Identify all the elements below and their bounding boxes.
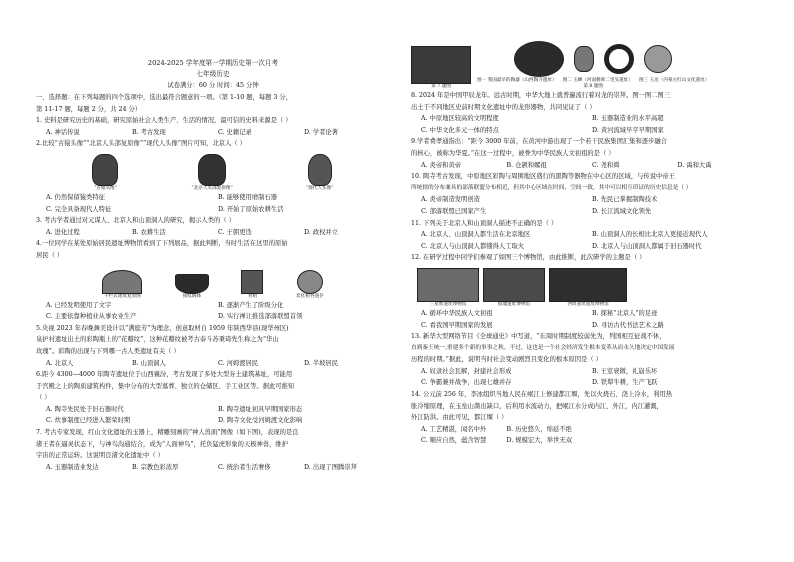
options	[411, 366, 763, 378]
option-c[interactable]: C. 顺应自然，蕴含智慧	[421, 437, 487, 445]
option-d[interactable]: D. 开始了原始农耕生活	[218, 205, 284, 213]
option-b[interactable]: B. 考古发现	[132, 128, 166, 136]
head-images	[36, 150, 390, 192]
question-text: 5.央视 2023 年春晚舞美设计以“满庭芳”为理念，创意取材自 1959 年陕西华县(现华州区)	[36, 324, 289, 332]
question-7	[36, 427, 390, 473]
question-text: 玫瑰”。彩陶的出现与下列哪一古人类遗址有关（ ）	[36, 347, 180, 355]
yinxu-museum-image	[483, 268, 545, 302]
question-text: 12. 在研学过程中同学们参观了如图三个博物馆，由此推断，此次研学的主题是（ ）	[411, 254, 646, 262]
figure-caption: 炭化稻谷遗存	[296, 293, 324, 299]
figure-caption: 干栏式建筑复原图	[103, 293, 141, 299]
question-text: 2.比较“古猿头像”“北京人头部复原像”“现代人头像”图片可知，北京人（ ）	[36, 140, 246, 148]
exhibit-images	[36, 262, 390, 300]
question-11	[411, 218, 763, 253]
option-d[interactable]: D. 禹和大禹	[677, 161, 712, 169]
question-text: 的核心，被称为华夏。”在这一过程中，被誉为中华民族人文初祖的是（ ）	[411, 149, 615, 157]
question-text: 胀冷缩原理，在玉垒山凿出缺口，后利用水流动力，把岷江水分成内江、外江，内江灌溉，	[411, 402, 663, 410]
exam-subtitle: 七年级历史	[196, 70, 230, 78]
ape-head-figure	[92, 154, 118, 192]
question-text: 10. 陶寺考古发现，中原地区彩陶与周围地区盛行的黑陶等器物在中心区的区域，与传说中帝王	[411, 173, 675, 181]
option-c[interactable]: C. 中华文化多元一体的特点	[421, 126, 499, 134]
exam-meta: 试卷满分：60 分 时间：45 分钟	[167, 82, 259, 89]
figure-caption: 图二 玉蝉（河南偃师二里头遗址）	[562, 78, 633, 83]
peking-man-head-image	[198, 154, 226, 186]
question-text: 9.学者费孝通指出：“距今 3000 年前，在黄河中游出现了一个若干民族集团汇集和逐步融合	[411, 138, 667, 146]
yinxu-museum-figure	[483, 268, 545, 308]
option-c[interactable]: C. 看我国早期国家的发展	[421, 321, 493, 329]
option-c[interactable]: C. 炊事制度已经进入繁荣时期	[46, 417, 131, 425]
question-text: 居民（ ）	[36, 251, 64, 259]
question-text: 1. 史料是研究历史的基础，研究原始社会人类生产、生活的情况，最可信的史料来源是（ ）	[36, 117, 292, 125]
figure-caption: 图一 我国最早的陶器（山西陶寺遗址）	[477, 78, 557, 83]
option-a[interactable]: A. 工艺精湛，闻名中外	[421, 425, 487, 433]
question-text: （ ）	[36, 394, 51, 402]
question-3	[36, 215, 390, 238]
option-b[interactable]: B. 先民已掌握制陶技术	[592, 196, 658, 204]
option-d[interactable]: D. 政权并立	[304, 228, 339, 236]
question-4	[36, 238, 390, 322]
bone-spade-image	[241, 270, 263, 294]
options	[36, 404, 390, 416]
modern-human-head-figure	[306, 154, 334, 192]
q8-figure	[477, 40, 709, 90]
bone-spade-figure	[241, 270, 263, 300]
question-10	[411, 171, 763, 217]
pig-bowl-image	[175, 274, 209, 294]
question-text: 直到秦王统一,重建多个新的事事之秋。不过，这也是一个社会经济发生根本变革从而永久地决定中国发展	[411, 344, 675, 351]
question-text: 6.距今 4300—4000 年陶寺遗址位于山西襄汾，考古发现了多处大型夯土建筑基址，可能用	[36, 371, 293, 379]
option-a[interactable]: A. 陶寺先民处于旧石器时代	[46, 405, 124, 413]
option-b[interactable]: B. 探秘“北京人”的足迹	[592, 309, 658, 317]
option-d[interactable]: D. 寻访古代书法艺术之路	[592, 321, 664, 329]
left-column	[36, 0, 390, 562]
option-b[interactable]: B. 农耕生活	[132, 228, 166, 236]
museum-images	[411, 264, 763, 308]
instruction-line: 第 11-17 题，每题 2 分，共 24 分）	[36, 105, 142, 113]
western-zhou-museum-image	[549, 268, 627, 302]
option-a[interactable]: A. 中原地区较高的文明程度	[421, 115, 499, 123]
option-a[interactable]: A. 神话传说	[46, 128, 80, 136]
options	[411, 435, 763, 447]
question-9	[411, 136, 763, 171]
pottery-plate-image	[514, 41, 564, 77]
question-text: 所统辖的分布兼具的部落联盟分布相近，但其中心区域在时间、空间一致，其中可以相互印证的历史信息是（ ）	[411, 184, 692, 191]
option-a[interactable]: A. 炎帝制造发明创造	[421, 196, 480, 204]
options	[36, 311, 390, 323]
question-6	[36, 369, 390, 427]
option-c[interactable]: C. 争霸兼并战争，出现七雄并存	[421, 379, 512, 387]
option-a[interactable]: A. 已经发明使用了文字	[46, 301, 112, 309]
options	[36, 192, 390, 204]
question-text: 外江防洪。由此可见，都江堰（ ）	[411, 414, 508, 422]
option-b[interactable]: B. 山顶洞人的长相比北京人更接近现代人	[592, 231, 708, 239]
option-c[interactable]: C. 河姆渡居民	[218, 359, 259, 367]
option-b[interactable]: B. 山顶洞人	[132, 359, 166, 367]
figure-caption: 殷墟遗址博物馆	[497, 301, 531, 307]
options	[411, 308, 763, 320]
option-c[interactable]: C. 主要依靠种植业从事农业生产	[46, 313, 137, 321]
question-14	[411, 389, 763, 447]
option-b[interactable]: B. 陶寺遗址初具早期国家形态	[218, 405, 303, 413]
rice-remains-image	[297, 270, 323, 294]
pig-bowl-figure	[175, 274, 209, 300]
right-column	[411, 0, 763, 562]
options	[36, 415, 390, 427]
instruction-line: 一、选择题：在下列每题的四个选项中，选出最符合题意的一项。（第 1-10 题，每题 3 分，	[36, 94, 292, 101]
options	[36, 204, 390, 216]
option-c[interactable]: C. 史籍记录	[218, 128, 252, 136]
question-5	[36, 323, 390, 369]
option-d[interactable]: D. 出现了图腾崇拜	[304, 463, 357, 471]
exam-title: 2024-2025 学年度第一学期历史第一次月考	[147, 59, 279, 67]
options	[411, 424, 763, 436]
option-a[interactable]: A. 循环中华民族人文初祖	[421, 309, 493, 317]
figure-caption: 第 7 题图	[431, 84, 451, 89]
question-text: 宇宙的正常运转。这说明良渚文化遗址中（ ）	[36, 452, 164, 460]
figure-caption: 骨耜	[247, 293, 258, 299]
option-b[interactable]: B. 玉器制造业的水平高超	[592, 115, 664, 123]
dragon-artifacts	[514, 40, 672, 78]
options	[411, 241, 763, 253]
jade-cicada-image	[574, 46, 594, 72]
stilt-house-image	[102, 270, 142, 294]
question-text: 泉护村遗址出土的彩陶瓶上的“花瓣纹”，这种花瓣纹被考古泰斗苏秉琦先生称之为“华山	[36, 336, 279, 344]
sanxingdui-museum-image	[417, 268, 479, 302]
option-d[interactable]: D. 北京人与山顶洞人都属于旧石器时代	[592, 242, 702, 250]
question-12	[411, 252, 763, 331]
option-d[interactable]: D. 铁犁牛耕，生产飞跃	[592, 379, 658, 387]
option-b[interactable]: B. 能够使用磨制石器	[218, 193, 278, 201]
option-b[interactable]: B. 王室衰微，礼崩乐坏	[592, 367, 658, 375]
option-b[interactable]: B. 宗教色彩浓厚	[132, 463, 179, 471]
figure-caption: “现代人头像”	[305, 185, 334, 191]
ape-head-image	[92, 154, 118, 186]
option-a[interactable]: A. 进化过程	[46, 228, 80, 236]
option-d[interactable]: D. 长江流域文化领先	[592, 207, 652, 215]
option-c[interactable]: C. 完全具备现代人特征	[46, 205, 112, 213]
option-d[interactable]: D. 规模宏大，举世无双	[506, 437, 572, 445]
q7-figure	[411, 46, 471, 90]
question-text: 7. 考古专家发现，红山文化遗址的玉器上，精雕刻画的“神人兽面”图像（如下图)，表现的是良	[36, 429, 299, 437]
option-b[interactable]: B. 逐渐产生了阶级分化	[218, 301, 284, 309]
peking-man-head-figure	[191, 154, 232, 192]
option-a[interactable]: A. 奴隶社会瓦解，封建社会形成	[421, 367, 512, 375]
sanxingdui-museum-figure	[417, 268, 479, 308]
figure-caption: 西周遗址遗址博物馆	[567, 301, 609, 307]
figure-caption: “古猿头像”	[93, 185, 117, 191]
option-d[interactable]: D. 实行禅让推选部落联盟首领	[218, 313, 303, 321]
question-13	[411, 331, 763, 389]
figure-caption: 猪纹陶钵	[182, 293, 202, 299]
options	[411, 160, 763, 172]
question-text: 历程的时期。”据此，说明当时社会变动剧烈且变化的根本原因是（ ）	[411, 356, 602, 364]
options	[411, 229, 763, 241]
western-zhou-museum-figure	[549, 268, 627, 308]
options	[411, 194, 763, 206]
option-c[interactable]: C. 统治者生活奢侈	[218, 463, 271, 471]
option-c[interactable]: C. 王朝更迭	[218, 228, 252, 236]
option-a[interactable]: A. 玉器制造业发达	[46, 463, 99, 471]
q7-q8-figures	[411, 40, 763, 90]
question-text: 3. 考古学者通过对元谋人、北京人和山顶洞人的研究，揭示人类的（ ）	[36, 217, 235, 225]
option-c[interactable]: C. 北京人与山顶洞人都懂得人工取火	[421, 242, 525, 250]
god-beast-face-image	[411, 46, 471, 84]
question-text: 于宫殿之上的陶质建筑构件，集中分布的大型墓葬、独立的仓储区、手工业区等。据此可推知	[36, 382, 295, 390]
figure-caption: “北京人头部复原像”	[191, 185, 233, 191]
option-d[interactable]: D. 半坡居民	[304, 359, 339, 367]
modern-human-head-image	[308, 154, 332, 186]
options	[36, 127, 390, 139]
figure-caption: 第 8 题图	[583, 84, 603, 89]
question-text: 出土于不同地区史前时期文化遗址中的龙形器物，共同见证了（ ）	[411, 103, 596, 111]
question-text: 8. 2024 年是中国甲辰龙年。远古时期，中华大地上就普遍流行着对龙的崇拜。图一图二图三	[411, 92, 671, 99]
question-text: 渚王者在逼灵状态下，与神鸟沟通结合，成为“人面神鸟”，托负猛虎形象的天极神兽，维护	[36, 440, 289, 448]
options	[411, 206, 763, 218]
option-a[interactable]: A. 北京人、山顶洞人都生活在北京地区	[421, 231, 531, 239]
option-d[interactable]: D. 学者论著	[304, 128, 339, 136]
figure-caption: 三星堆遗址博物馆	[429, 301, 467, 307]
question-8	[411, 90, 763, 136]
question-text: 4.一位同学在某处原始居民遗址博物馆看到了下列展品，据此判断，当时生活在这里的原始	[36, 240, 288, 248]
jade-pig-dragon-image	[644, 45, 672, 73]
question-text: 11. 下列关于北京人和山顶洞人描述不正确的是（ ）	[411, 219, 558, 227]
stilt-house-figure	[102, 270, 142, 300]
option-a[interactable]: A. 仍然保留猿类特征	[46, 193, 105, 201]
question-1	[36, 115, 390, 138]
options	[411, 377, 763, 389]
option-c[interactable]: C. 尧和舜	[592, 161, 620, 169]
options	[411, 113, 763, 125]
option-a[interactable]: A. 炎帝和黄帝	[421, 161, 462, 169]
jade-dragon-image	[604, 44, 634, 74]
options	[36, 300, 390, 312]
option-d[interactable]: D. 陶寺文化受河姆渡文化影响	[218, 417, 303, 425]
options	[36, 227, 390, 239]
option-c[interactable]: C. 部落联盟已国家产生	[421, 207, 487, 215]
option-d[interactable]: D. 黄河流域早亨早期国家	[592, 126, 664, 134]
option-b[interactable]: B. 历史悠久，绵延不绝	[506, 425, 572, 433]
question-text: 14. 公元前 256 年，李冰组织当地人民在岷江上修建都江堰，先以火烧石、浇上冷水，利用热	[411, 391, 673, 399]
options	[36, 358, 390, 370]
option-a[interactable]: A. 北京人	[46, 359, 74, 367]
options	[411, 125, 763, 137]
options	[36, 462, 390, 474]
option-b[interactable]: B. 仓颉和嫘祖	[506, 161, 547, 169]
question-2	[36, 138, 390, 215]
options	[411, 320, 763, 332]
rice-remains-figure	[296, 270, 324, 300]
figure-caption: 图三 玉龙（内蒙古红山文化遗址）	[638, 78, 710, 83]
section-instructions	[36, 92, 390, 115]
question-text: 13. 新华大型网络节目《全球通史》中写道，“东周时期制度较弱先为，列国相互征战不休，	[411, 333, 666, 341]
